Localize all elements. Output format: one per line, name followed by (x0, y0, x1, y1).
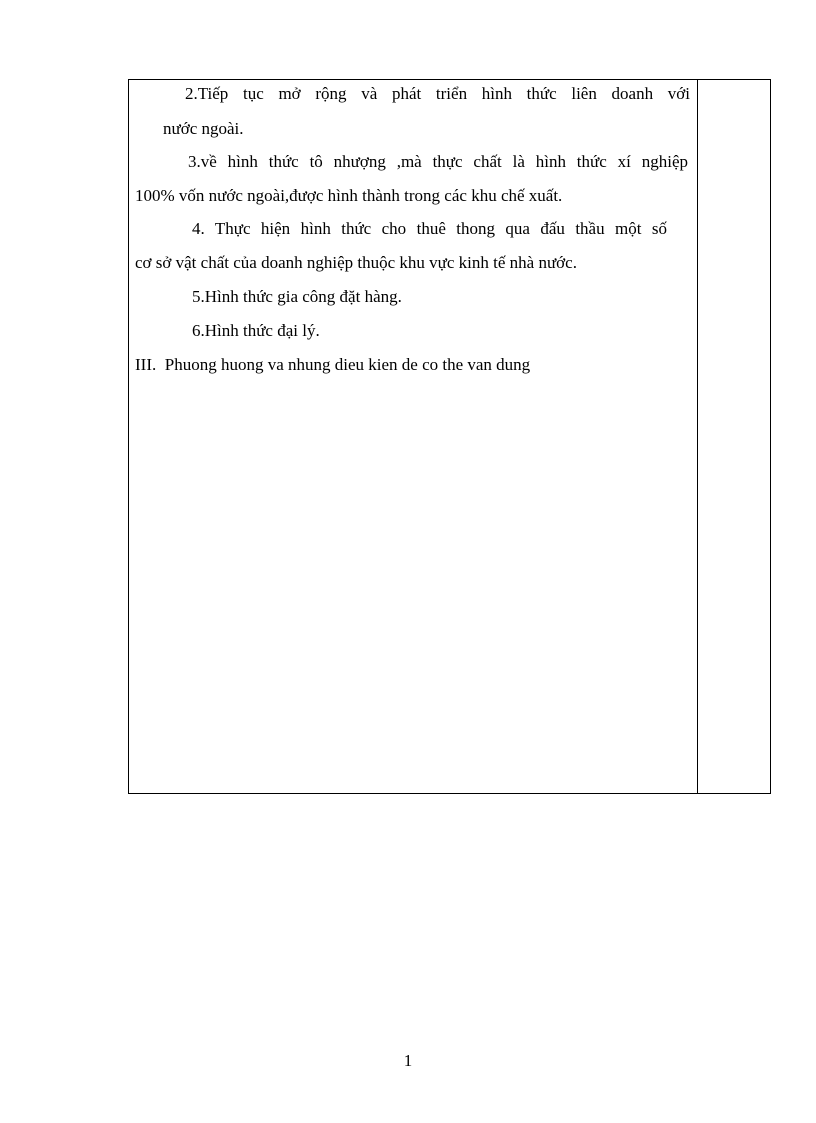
paragraph-4-line-1: 4. Thực hiện hình thức cho thuê thong qua đấu thầu một số (192, 219, 667, 238)
paragraph-2-line-1: 2.Tiếp tục mở rộng và phát triển hình thức liên doanh với (185, 84, 690, 103)
page-number: 1 (403, 1051, 413, 1070)
paragraph-2-line-2: nước ngoài. (163, 119, 244, 138)
paragraph-3-line-2: 100% vốn nước ngoài,được hình thành trong các khu chế xuất. (135, 186, 563, 205)
section-heading: III. Phuong huong va nhung dieu kien de co the van dung (135, 355, 531, 374)
paragraph-5: 5.Hình thức gia công đặt hàng. (192, 287, 402, 306)
paragraph-6: 6.Hình thức đại lý. (192, 321, 320, 340)
paragraph-3-line-1: 3.về hình thức tô nhượng ,mà thực chất là hình thức xí nghiệp (188, 152, 688, 171)
paragraph-4-line-2: cơ sở vật chất của doanh nghiệp thuộc khu vực kinh tế nhà nước. (135, 253, 577, 272)
side-column-divider (697, 80, 698, 793)
